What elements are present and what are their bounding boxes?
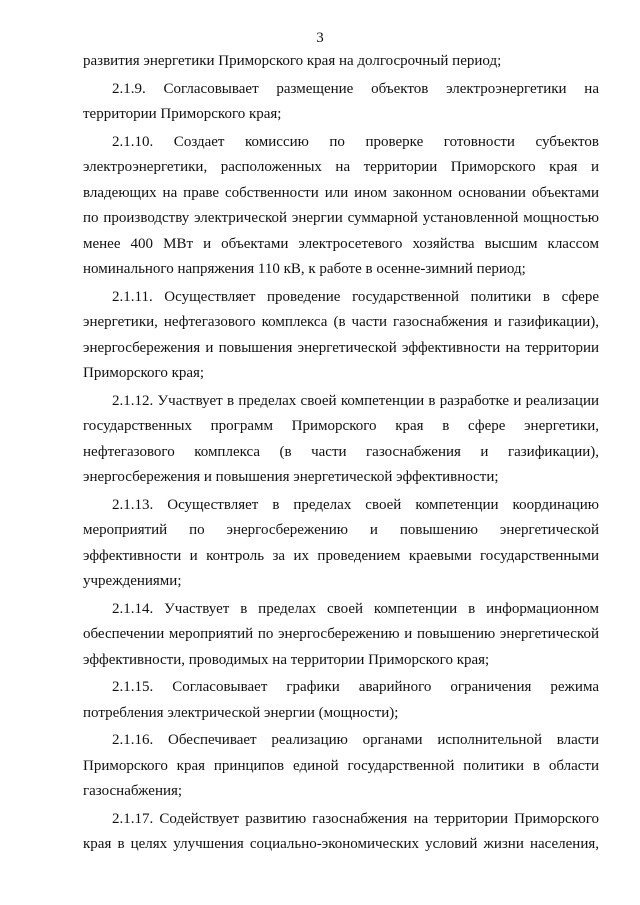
paragraph-2-1-11 (83, 285, 599, 387)
text-line: государственных программ Приморского края в сфере энергетики, (83, 418, 599, 434)
text-line: 2.1.17. Содействует развитию газоснабжения на территории Приморского (112, 810, 599, 827)
text-line: 2.1.15. Согласовывает графики аварийного ограничения режима (112, 679, 599, 695)
text-line: 2.1.9. Согласовывает размещение объектов электроэнергетики на (112, 80, 599, 97)
text-line: газоснабжения; (83, 783, 183, 799)
text-line: развития энергетики Приморского края на долгосрочный период; (83, 53, 502, 69)
document-body (83, 49, 599, 858)
text-line: 2.1.14. Участвует в пределах своей компетенции в информационном (112, 600, 599, 617)
text-line: эффективности, проводимых на территории Приморского края; (83, 651, 490, 668)
paragraph-2-1-14 (83, 597, 599, 674)
text-line: края в целях улучшения социально-экономических условий жизни населения, (83, 836, 599, 852)
text-line: Приморского края принципов единой государственной политики в области (83, 757, 599, 774)
text-line: 2.1.11. Осуществляет проведение государственной политики в сфере (112, 288, 599, 305)
paragraph-2-1-9 (83, 77, 599, 128)
text-line: нефтегазового комплекса (в части газоснабжения и газификации), (83, 443, 599, 460)
text-line: потребления электрической энергии (мощности); (83, 704, 399, 721)
text-line: 2.1.12. Участвует в пределах своей компетенции в разработке и реализации (112, 392, 599, 409)
paragraph-2-1-16 (83, 728, 599, 805)
text-line: по производству электрической энергии суммарной установленной мощностью (83, 210, 599, 226)
text-line: 2.1.10. Создает комиссию по проверке готовности субъектов (112, 133, 599, 150)
text-line: эффективности и контроль за их проведением краевыми государственными (83, 547, 599, 564)
paragraph-2-1-17 (83, 807, 599, 858)
paragraph-2-1-12 (83, 389, 599, 491)
paragraph-2-1-15 (83, 675, 599, 726)
text-line: обеспечении мероприятий по энергосбережению и повышению энергетической (83, 626, 599, 642)
text-line: энергосбережения и повышения энергетической эффективности на территории (83, 339, 599, 356)
paragraph-continuation (83, 49, 599, 75)
text-line: 2.1.13. Осуществляет в пределах своей компетенции координацию (112, 496, 599, 513)
text-line: мероприятий по энергосбережению и повышению энергетической (83, 522, 599, 538)
text-line: 2.1.16. Обеспечивает реализацию органами исполнительной власти (112, 732, 599, 748)
text-line: Приморского края; (83, 365, 205, 381)
text-line: номинального напряжения 110 кВ, к работе в осенне-зимний период; (83, 261, 526, 277)
text-line: энергетики, нефтегазового комплекса (в части газоснабжения и газификации), (83, 314, 599, 330)
text-line: электроэнергетики, расположенных на территории Приморского края и (83, 159, 599, 175)
paragraph-2-1-10 (83, 130, 599, 283)
page-number: 3 (316, 30, 324, 46)
text-line: учреждениями; (83, 573, 182, 589)
text-line: менее 400 МВт и объектами электросетевого хозяйства высшим классом (83, 235, 599, 252)
text-line: владеющих на праве собственности или ином законном основании объектами (83, 184, 599, 201)
paragraph-2-1-13 (83, 493, 599, 595)
text-line: энергосбережения и повышения энергетической эффективности; (83, 469, 499, 485)
text-line: территории Приморского края; (83, 106, 282, 122)
